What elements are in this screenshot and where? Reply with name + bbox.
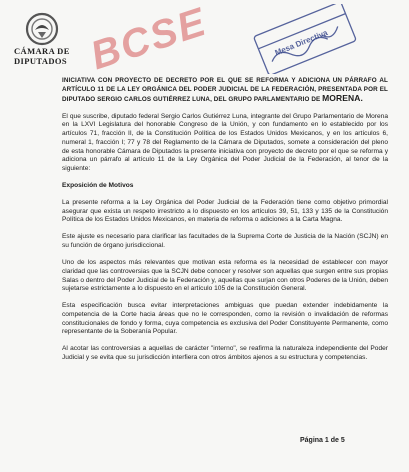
eagle-emblem-icon — [22, 12, 62, 46]
title-party: MORENA. — [322, 93, 363, 104]
logo-line-1: CÁMARA DE — [14, 46, 70, 56]
title-text: INICIATIVA CON PROYECTO DE DECRETO POR EL QUE SE REFORMA Y ADICIONA UN PÁRRAFO AL ARTÍCULO 11 DE LA LEY ORGÁNICA DEL PODER JUDICIAL DE LA FEDERACIÓN, PRESENTADA POR EL DIPUTADO SERGIO CARLOS GUTIÉRREZ LUNA, DEL GRUPO PARLAMENTARIO DE — [62, 77, 388, 104]
paragraph-1: La presente reforma a la Ley Orgánica del Poder Judicial de la Federación tiene como objetivo primordial asegurar que exista un respeto irrestricto a lo dispuesto en los artículos 39, 51, 133 y 135 de la Constitución Política de los Estados Unidos Mexicanos, en materia de reforma o adiciones a la Carta Magna. — [62, 199, 388, 224]
blue-reception-stamp — [244, 4, 364, 74]
blue-stamp-text: Mesa Directiva — [273, 28, 329, 58]
paragraph-5: Al acotar las controversias a aquellas de carácter "interno", se reafirma la naturaleza independiente del Poder Judicial y se evita que su jurisdicción interfiera con otros ámbitos ajenos a su estructura y competencias. — [62, 345, 388, 362]
red-stamp-text: BCSE — [85, 0, 213, 79]
intro-paragraph: El que suscribe, diputado federal Sergio Carlos Gutiérrez Luna, integrante del Grupo Parlamentario de Morena en la LXVI Legislatura del honorable Congreso de la Unión, y con fundamento en lo establecido por los artículos 71, fracción II, de la Constitución Política de los Estados Unidos Mexicanos, y en los artículos 6, numeral 1, fracción I; 77 y 78 del Reglamento de la Cámara de Diputados, somete a consideración del pleno de esta honorable Cámara de Diputados la presente iniciativa con proyecto de decreto por el que se reforma y adiciona un párrafo al artículo 11 de la Ley Orgánica del Poder Judicial de la Federación, al tenor de la siguiente: — [62, 112, 388, 172]
paragraph-2: Este ajuste es necesario para clarificar las facultades de la Suprema Corte de Justicia de la Nación (SCJN) en su función de órgano jurisdiccional. — [62, 233, 388, 250]
section-heading: Exposición de Motivos — [62, 182, 134, 189]
paragraph-4: Esta especificación busca evitar interpretaciones ambiguas que puedan extender indebidamente la competencia de la Corte hacia áreas que no le corresponden, como la revisión o invalidación de reformas constitucionales de fondo y forma, cuya competencia es exclusiva del Poder Constituyente Permanente, como representante de la Soberanía Popular. — [62, 302, 388, 336]
document-title — [62, 77, 388, 105]
chamber-logo — [14, 12, 70, 65]
logo-line-2: DIPUTADOS — [14, 55, 68, 66]
page-number: Página 1 de 5 — [300, 437, 345, 444]
document-body — [62, 77, 388, 371]
paragraph-3: Uno de los aspectos más relevantes que motivan esta reforma es la necesidad de establecer con mayor claridad que las controversias que la SCJN debe conocer y resolver son aquellas que surgen entre sus propias Salas o dentro del Poder Judicial de la Federación y, aquellas que surjan con otros Poderes de la Unión, deben sujetarse estrictamente a lo dispuesto en el artículo 105 de la Constitución General. — [62, 259, 388, 293]
